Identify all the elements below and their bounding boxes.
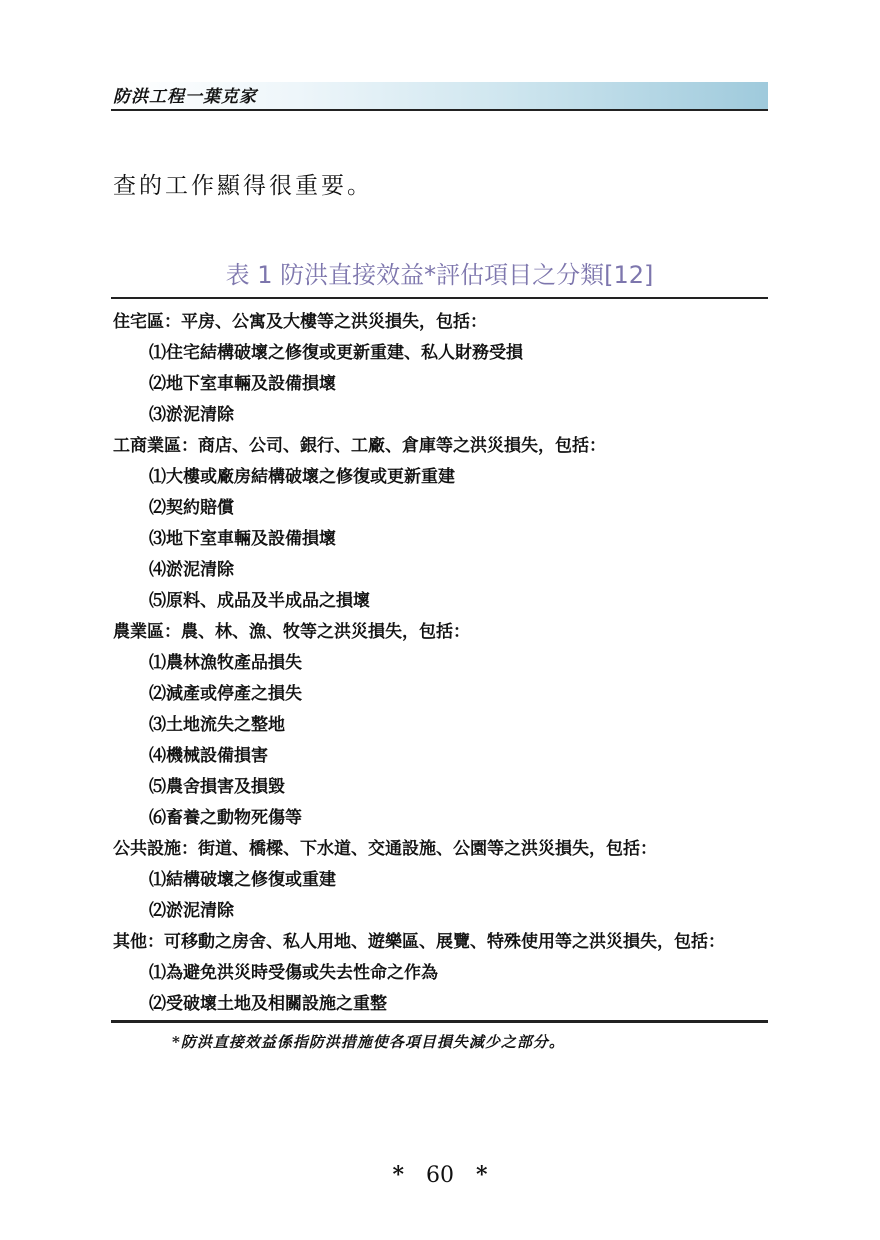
category-item: ⑵地下室車輛及設備損壞 — [149, 374, 336, 394]
category-item: ⑹畜養之動物死傷等 — [149, 808, 302, 828]
page-footer — [0, 1160, 880, 1191]
category-item: ⑵減產或停產之損失 — [149, 684, 302, 704]
category-item: ⑶土地流失之整地 — [149, 715, 285, 735]
category-heading: 農業區：農、林、漁、牧等之洪災損失，包括： — [113, 622, 470, 642]
category-item: ⑵淤泥清除 — [149, 901, 234, 921]
footer-star-right: * — [476, 1162, 488, 1188]
page-number: 60 — [426, 1163, 454, 1188]
footer-star-left: * — [392, 1162, 404, 1188]
category-item: ⑴大樓或廠房結構破壞之修復或更新重建 — [149, 467, 455, 487]
category-item: ⑴為避免洪災時受傷或失去性命之作為 — [149, 963, 438, 983]
header-rule — [111, 109, 768, 111]
table-content — [113, 307, 768, 1020]
category-item: ⑶淤泥清除 — [149, 405, 234, 425]
category-item: ⑴結構破壞之修復或重建 — [149, 870, 336, 890]
table-bottom-rule — [111, 1020, 768, 1023]
category-item: ⑷機械設備損害 — [149, 746, 268, 766]
category-heading: 工商業區：商店、公司、銀行、工廠、倉庫等之洪災損失，包括： — [113, 436, 606, 456]
category-heading: 公共設施：街道、橋樑、下水道、交通設施、公園等之洪災損失，包括： — [113, 839, 657, 859]
intro-text: 查的工作顯得很重要。 — [113, 173, 373, 199]
category-item: ⑵受破壞土地及相關設施之重整 — [149, 994, 387, 1014]
category-item: ⑴農林漁牧產品損失 — [149, 653, 302, 673]
category-item: ⑴住宅結構破壞之修復或更新重建、私人財務受損 — [149, 343, 523, 363]
category-heading: 住宅區：平房、公寓及大樓等之洪災損失，包括： — [113, 312, 487, 332]
running-header: 防洪工程一葉克家 — [113, 87, 257, 107]
table-footnote: *防洪直接效益係指防洪措施使各項目損失減少之部分。 — [172, 1033, 565, 1051]
category-item: ⑸農舍損害及損毀 — [149, 777, 285, 797]
category-item: ⑶地下室車輛及設備損壞 — [149, 529, 336, 549]
category-heading: 其他：可移動之房舍、私人用地、遊樂區、展覽、特殊使用等之洪災損失，包括： — [113, 932, 725, 952]
table-top-rule — [111, 297, 768, 299]
category-item: ⑷淤泥清除 — [149, 560, 234, 580]
table-title: 表 1 防洪直接效益*評估項目之分類[12] — [225, 261, 654, 289]
category-item: ⑸原料、成品及半成品之損壞 — [149, 591, 370, 611]
category-item: ⑵契約賠償 — [149, 498, 234, 518]
